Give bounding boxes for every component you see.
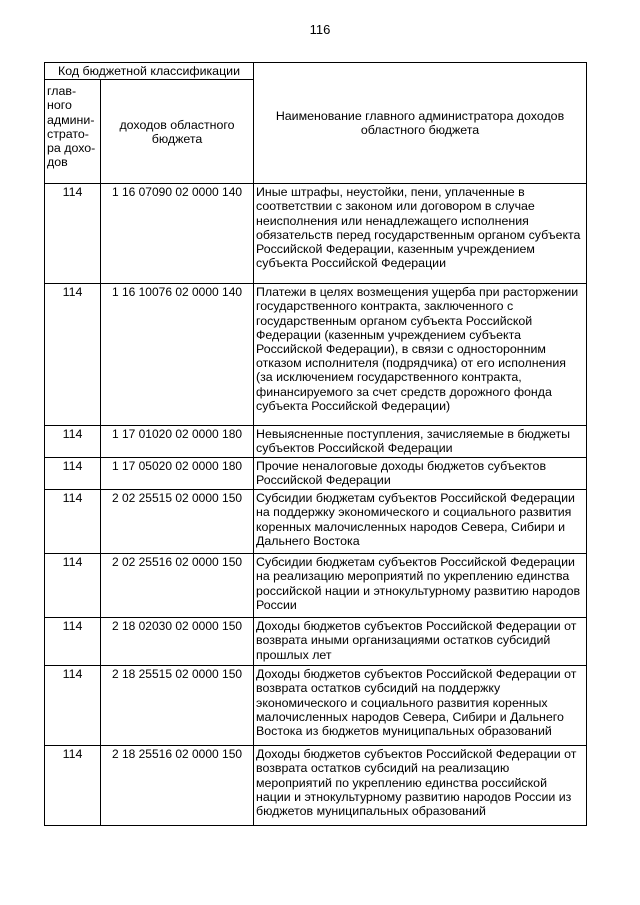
table-row (45, 554, 587, 618)
row-admin-code: 114 (45, 458, 101, 490)
row-admin-code: 114 (45, 490, 101, 554)
row-admin-code: 114 (45, 426, 101, 458)
table-header-row-1 (45, 63, 587, 80)
row-name: Субсидии бюджетам субъектов Российской Федерации на поддержку экономического и социального развития коренных малочисленных народов Севера, Сибири и Дальнего Востока (254, 490, 587, 554)
row-admin-code: 114 (45, 618, 101, 666)
row-name: Доходы бюджетов субъектов Российской Федерации от возврата остатков субсидий на реализацию мероприятий по укреплению единства российской нации и этнокультурному развитию народов России из бюджетов муниципальных образований (254, 746, 587, 826)
row-revenue-code: 2 02 25516 02 0000 150 (101, 554, 254, 618)
row-name: Прочие неналоговые доходы бюджетов субъектов Российской Федерации (254, 458, 587, 490)
row-name: Иные штрафы, неустойки, пени, уплаченные в соответствии с законом или договором в случае неисполнения или ненадлежащего исполнения обязательств перед государственным органом субъекта Российской Федерации, казенным учреждением субъекта Российской Федерации (254, 184, 587, 284)
table-row (45, 490, 587, 554)
row-revenue-code: 2 02 25515 02 0000 150 (101, 490, 254, 554)
budget-classification-table (44, 62, 587, 826)
row-admin-code: 114 (45, 666, 101, 746)
row-revenue-code: 1 17 01020 02 0000 180 (101, 426, 254, 458)
row-name: Платежи в целях возмещения ущерба при расторжении государственного контракта, заключенного с государственным органом субъекта Российской Федерации (казенным учреждением субъекта Российской Федерации), в связи с односторонним отказом исполнителя (подрядчика) от его исполнения (за исключением государственного контракта, финансируемого за счет средств дорожного фонда субъекта Российской Федерации) (254, 284, 587, 426)
row-admin-code: 114 (45, 554, 101, 618)
row-admin-code: 114 (45, 746, 101, 826)
row-revenue-code: 2 18 25516 02 0000 150 (101, 746, 254, 826)
row-revenue-code: 1 16 07090 02 0000 140 (101, 184, 254, 284)
row-revenue-code: 2 18 25515 02 0000 150 (101, 666, 254, 746)
row-admin-code: 114 (45, 184, 101, 284)
row-revenue-code: 2 18 02030 02 0000 150 (101, 618, 254, 666)
header-administrator-name: Наименование главного администратора доходов областного бюджета (254, 63, 587, 184)
row-revenue-code: 1 16 10076 02 0000 140 (101, 284, 254, 426)
header-budget-classification: Код бюджетной классификации (45, 63, 254, 80)
row-admin-code: 114 (45, 284, 101, 426)
row-name: Доходы бюджетов субъектов Российской Федерации от возврата остатков субсидий на поддержку экономического и социального развития коренных малочисленных народов Севера, Сибири и Дальнего Востока из бюджетов муниципальных образований (254, 666, 587, 746)
table-row (45, 284, 587, 426)
header-regional-revenue-code: доходов областного бюджета (101, 80, 254, 184)
table-row (45, 458, 587, 490)
header-main-administrator: глав-ного админи-страто-ра дохо-дов (45, 80, 101, 184)
row-name: Субсидии бюджетам субъектов Российской Федерации на реализацию мероприятий по укреплению единства российской нации и этнокультурному развитию народов России (254, 554, 587, 618)
row-name: Невыясненные поступления, зачисляемые в бюджеты субъектов Российской Федерации (254, 426, 587, 458)
row-name: Доходы бюджетов субъектов Российской Федерации от возврата иными организациями остатков субсидий прошлых лет (254, 618, 587, 666)
table-row (45, 184, 587, 284)
table-row (45, 666, 587, 746)
table-row (45, 618, 587, 666)
row-revenue-code: 1 17 05020 02 0000 180 (101, 458, 254, 490)
table-row (45, 426, 587, 458)
table-row (45, 746, 587, 826)
page-number: 116 (309, 22, 331, 37)
